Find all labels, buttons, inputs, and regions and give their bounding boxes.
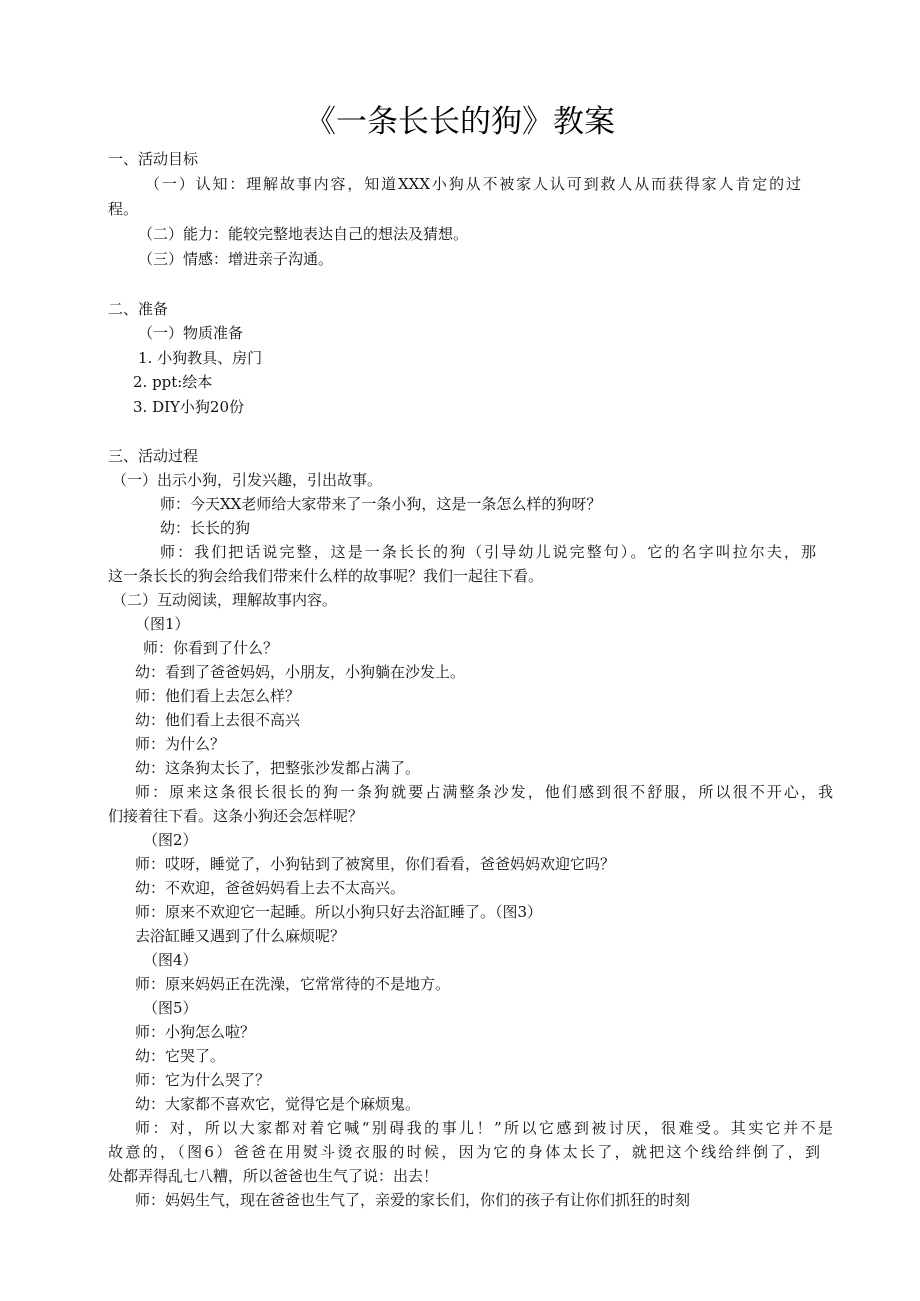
goal-cognition-line1: （一）认知：理解故事内容，知道XXX小狗从不被家人认可到救人从而获得家人肯定的过: [145, 175, 801, 193]
dialogue-line: 幼：不欢迎，爸爸妈妈看上去不太高兴。: [135, 879, 406, 897]
dialogue-line: 师：原来妈妈正在洗澡，它常常待的不是地方。: [135, 975, 451, 993]
section-heading-goals: 一、活动目标: [108, 150, 199, 168]
dialogue-line: 师：原来这条很长很长的狗一条狗就要占满整条沙发，他们感到很不舒服，所以很不开心，我: [135, 783, 833, 801]
figure-ref: （图2）: [143, 831, 198, 849]
dialogue-line: 师：对，所以大家都对着它喊“别碍我的事儿！”所以它感到被讨厌，很难受。其实它并不是: [135, 1119, 833, 1137]
section-heading-prep: 二、准备: [108, 300, 169, 318]
dialogue-line: 幼：他们看上去很不高兴: [135, 711, 301, 729]
figure-ref: （图1）: [135, 615, 190, 633]
dialogue-line: 师：哎呀，睡觉了，小狗钻到了被窝里，你们看看，爸爸妈妈欢迎它吗？: [135, 855, 616, 873]
dialogue-line: 师：妈妈生气，现在爸爸也生气了，亲爱的家长们，你们的孩子有让你们抓狂的时刻: [135, 1191, 691, 1209]
dialogue-line: 故意的，（图6）爸爸在用熨斗烫衣服的时候，因为它的身体太长了，就把这个线给绊倒了，到: [108, 1143, 820, 1161]
dialogue-line: 幼：看到了爸爸妈妈，小朋友，小狗躺在沙发上。: [135, 663, 466, 681]
dialogue-line: 幼：长长的狗: [160, 519, 251, 537]
goal-ability: （二）能力：能较完整地表达自己的想法及猜想。: [138, 225, 469, 243]
figure-ref: （图5）: [143, 999, 198, 1017]
prep-item-1: 1. 小狗教具、房门: [138, 349, 263, 367]
prep-item-3: 3. DIY小狗20份: [133, 398, 245, 416]
dialogue-line: 这一条长长的狗会给我们带来什么样的故事呢？我们一起往下看。: [108, 567, 544, 585]
document-title: 《一条长长的狗》教案: [305, 104, 615, 140]
dialogue-line: 师：他们看上去怎么样？: [135, 687, 301, 705]
prep-material-heading: （一）物质准备: [138, 324, 244, 342]
dialogue-line: 师：为什么？: [135, 735, 226, 753]
goal-emotion: （三）情感：增进亲子沟通。: [138, 250, 334, 268]
dialogue-line: 处都弄得乱七八糟，所以爸爸也生气了说：出去！: [108, 1167, 439, 1185]
dialogue-line: 师：它为什么哭了？: [135, 1071, 271, 1089]
dialogue-line: 幼：它哭了。: [135, 1047, 226, 1065]
dialogue-line: 去浴缸睡又遇到了什么麻烦呢？: [135, 927, 346, 945]
dialogue-line: 师：你看到了什么？: [143, 639, 279, 657]
dialogue-line: 师：今天XX老师给大家带来了一条小狗，这是一条怎么样的狗呀？: [160, 495, 602, 513]
dialogue-line: 幼：大家都不喜欢它，觉得它是个麻烦鬼。: [135, 1095, 421, 1113]
section-heading-process: 三、活动过程: [108, 447, 199, 465]
dialogue-line: 幼：这条狗太长了，把整张沙发都占满了。: [135, 759, 421, 777]
dialogue-line: 师：原来不欢迎它一起睡。所以小狗只好去浴缸睡了。（图3）: [135, 903, 543, 921]
process-part-1: （一）出示小狗，引发兴趣，引出故事。: [112, 471, 383, 489]
goal-cognition-line2: 程。: [108, 200, 139, 218]
prep-item-2: 2. ppt:绘本: [133, 373, 213, 391]
dialogue-line: 师：小狗怎么啦？: [135, 1023, 256, 1041]
dialogue-line: 们接着往下看。这条小狗还会怎样呢？: [108, 807, 364, 825]
process-part-2: （二）互动阅读，理解故事内容。: [112, 591, 338, 609]
dialogue-line: 师：我们把话说完整，这是一条长长的狗（引导幼儿说完整句）。它的名字叫拉尔夫，那: [160, 543, 816, 561]
figure-ref: （图4）: [143, 951, 198, 969]
